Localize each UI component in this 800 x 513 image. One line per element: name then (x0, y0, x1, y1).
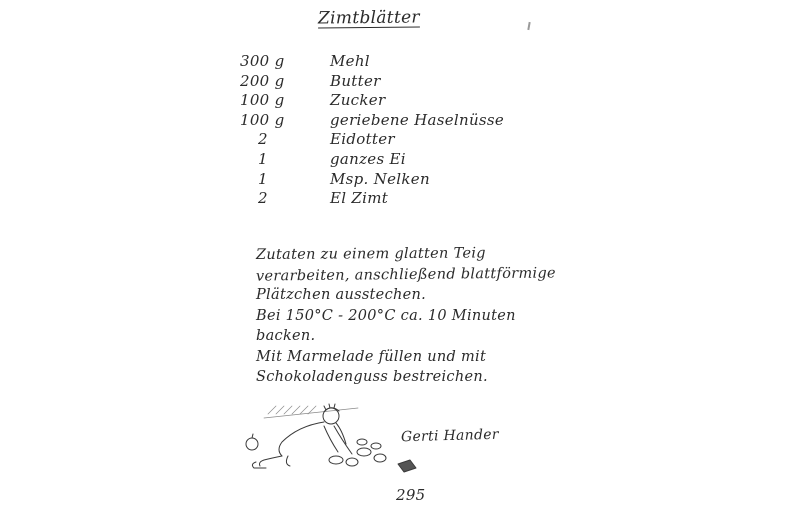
baking-tray (398, 460, 416, 472)
ingredient-name: El Zimt (330, 189, 389, 208)
ingredient-quantity: 2 (258, 130, 268, 149)
cookies (329, 439, 386, 466)
table-hatching (264, 406, 358, 418)
author-signature: Gerti Hander (400, 426, 500, 446)
ingredient-name: Zucker (330, 91, 386, 110)
instruction-line: Mit Marmelade füllen und mit (256, 348, 487, 365)
instruction-line: Plätzchen ausstechen. (256, 287, 427, 303)
ingredient-quantity: 1 (258, 169, 268, 188)
page-number: 295 (396, 486, 426, 504)
ingredient-name: Eidotter (330, 130, 395, 149)
apple-stem (252, 434, 253, 438)
ingredient-quantity: 100 g (240, 110, 285, 129)
instruction-line: Schokoladenguss bestreichen. (256, 369, 488, 385)
ingredient-name: Mehl (330, 52, 370, 70)
ingredient-name: geriebene Haselnüsse (330, 110, 505, 129)
ingredient-name: ganzes Ei (330, 149, 406, 168)
ingredient-quantity: 2 (258, 189, 268, 208)
ingredient-quantity: 100 g (240, 91, 285, 110)
baking-child-sketch (238, 396, 428, 480)
stray-pen-mark (527, 22, 530, 30)
instruction-line: verarbeiten, anschließend blattförmige (255, 264, 556, 285)
ingredient-quantity: 300 g (240, 52, 285, 70)
apple-shape (246, 438, 258, 450)
instructions (256, 244, 556, 388)
ingredient-name: Butter (330, 71, 381, 90)
ingredient-quantity: 200 g (240, 71, 285, 90)
ingredient-quantity: 1 (258, 149, 268, 168)
instruction-line: Bei 150°C - 200°C ca. 10 Minuten (256, 307, 516, 324)
instruction-line: Zutaten zu einem glatten Teig (255, 245, 486, 264)
ingredient-name: Msp. Nelken (330, 169, 430, 188)
recipe-title: Zimtblätter (317, 7, 420, 29)
instruction-line: backen. (256, 328, 316, 344)
